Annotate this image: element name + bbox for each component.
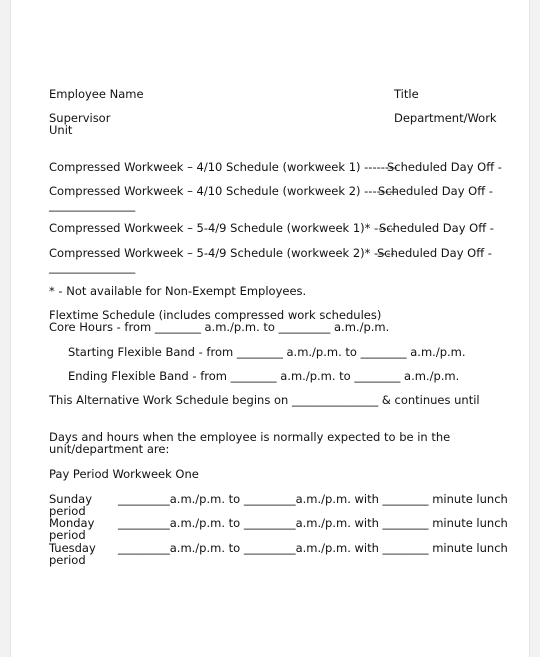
core-hours-line: Core Hours - from ________ a.m./p.m. to _________ a.m./p.m. [49, 320, 390, 334]
option-blank: _______________ [49, 260, 136, 274]
pay-period-title: Pay Period Workweek One [49, 467, 199, 481]
flextime-title: Flextime Schedule (includes compressed work schedules) [49, 308, 382, 322]
day-hours-line: _________a.m./p.m. to _________a.m./p.m. with ________ minute lunch [118, 516, 508, 530]
option-day-off: Scheduled Day Off - [379, 221, 494, 235]
option-row: Compressed Workweek – 5-4/9 Schedule (workweek 2)* ----- [49, 246, 395, 260]
option-day-off: Scheduled Day Off - [387, 160, 502, 174]
days-hours-text: Days and hours when the employee is normally expected to be in the unit/department are: [49, 430, 451, 456]
option-day-off: Scheduled Day Off - [377, 246, 492, 260]
option-row: Compressed Workweek – 5-4/9 Schedule (workweek 1)* ----- [49, 221, 395, 235]
exempt-note: * - Not available for Non-Exempt Employees. [49, 284, 307, 298]
option-row: Compressed Workweek – 4/10 Schedule (workweek 1) -------- [49, 160, 398, 174]
starting-band-line: Starting Flexible Band - from ________ a.m./p.m. to ________ a.m./p.m. [68, 345, 466, 359]
employee-name-label: Employee Name [49, 87, 144, 101]
option-blank: _______________ [49, 198, 136, 212]
ending-band-line: Ending Flexible Band - from ________ a.m./p.m. to ________ a.m./p.m. [68, 369, 460, 383]
day-label-tuesday: Tuesday period [49, 541, 96, 567]
title-label: Title [394, 87, 419, 101]
supervisor-label: Supervisor Unit [49, 111, 111, 137]
schedule-begins-line: This Alternative Work Schedule begins on _______________ & continues until [49, 393, 480, 407]
option-row: Compressed Workweek – 4/10 Schedule (workweek 2) -------- [49, 184, 398, 198]
department-label: Department/Work [394, 111, 497, 125]
day-hours-line: _________a.m./p.m. to _________a.m./p.m. with ________ minute lunch [118, 541, 508, 555]
day-label-monday: Monday period [49, 516, 95, 542]
option-day-off: Scheduled Day Off - [378, 184, 493, 198]
day-hours-line: _________a.m./p.m. to _________a.m./p.m. with ________ minute lunch [118, 492, 508, 506]
day-label-sunday: Sunday period [49, 492, 93, 518]
document-page [10, 0, 530, 657]
